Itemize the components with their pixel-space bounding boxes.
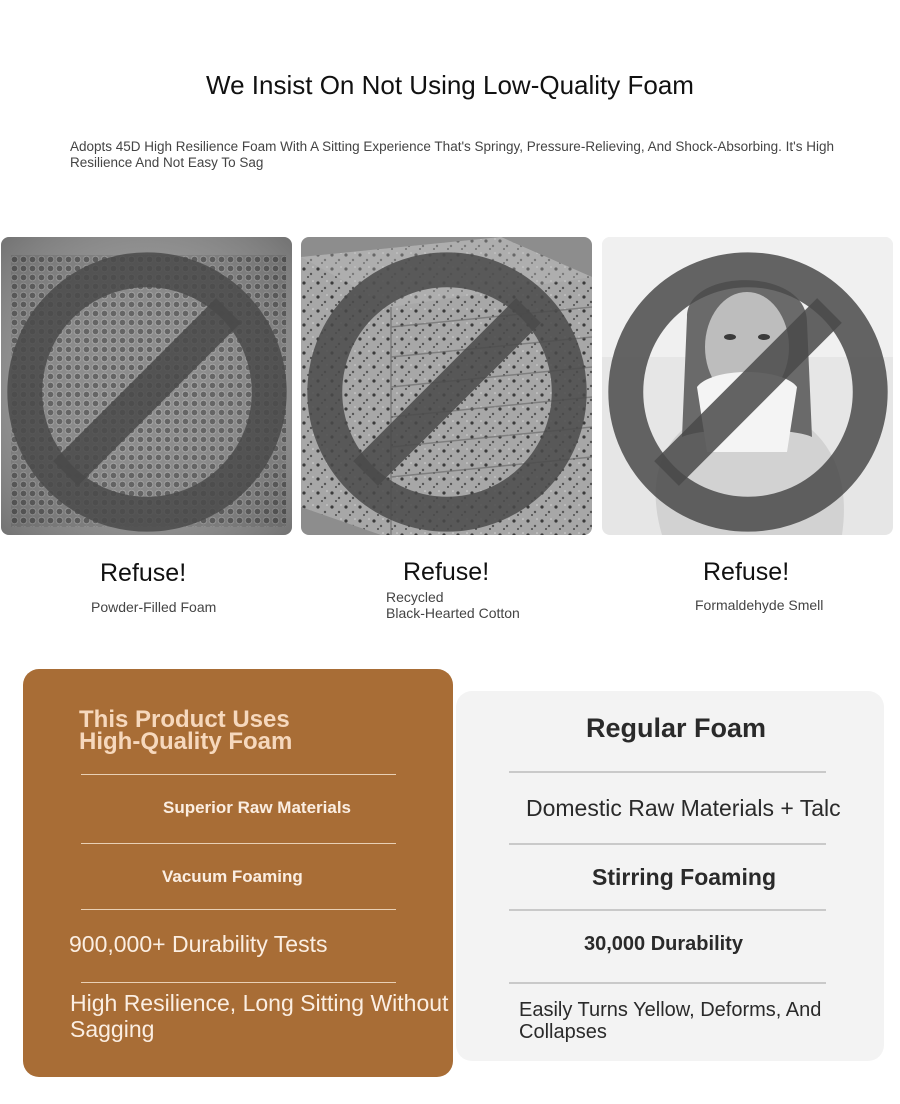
product-card-title-line: High-Quality Foam [79, 728, 293, 755]
product-foam-card [23, 669, 453, 1077]
recycled-cotton-photo [301, 237, 592, 535]
product-feature: Superior Raw Materials [163, 798, 352, 817]
regular-feature: Domestic Raw Materials + Talc [526, 795, 841, 821]
divider [509, 982, 826, 984]
section-title: We Insist On Not Using Low-Quality Foam [206, 70, 694, 100]
refuse-heading: Refuse! [100, 559, 187, 587]
divider [81, 843, 396, 844]
prohibited-icon [602, 243, 893, 535]
regular-foam-card [456, 691, 884, 1061]
refuse-caption: Powder-Filled Foam [91, 599, 217, 615]
product-feature: Vacuum Foaming [162, 867, 303, 886]
regular-card-title: Regular Foam [585, 713, 767, 743]
refuse-heading: Refuse! [703, 558, 790, 586]
divider [509, 909, 826, 911]
regular-feature: 30,000 Durability [584, 933, 743, 955]
divider [81, 982, 396, 983]
divider [509, 843, 826, 845]
divider [81, 774, 396, 775]
product-card-title [79, 706, 293, 755]
refuse-caption-line: Black-Hearted Cotton [386, 605, 520, 621]
prohibited-icon [301, 243, 592, 535]
product-feature: High Resilience, Long Sitting Without Sagging [70, 990, 449, 1042]
prohibited-icon [1, 243, 292, 535]
product-card-title-line: This Product Uses [79, 706, 290, 733]
refuse-caption [386, 589, 520, 621]
refuse-caption: Formaldehyde Smell [695, 597, 824, 613]
regular-feature: Easily Turns Yellow, Deforms, And Collapses [519, 999, 822, 1043]
regular-feature: Stirring Foaming [592, 864, 776, 890]
divider [509, 771, 826, 773]
divider [81, 909, 396, 910]
refuse-heading: Refuse! [403, 558, 490, 586]
section-description: Adopts 45D High Resilience Foam With A Sitting Experience That's Springy, Pressure-Relieving, And Shock-Absorbing. It's High Resilience And Not Easy To Sag [70, 139, 835, 170]
powder-foam-photo [1, 237, 292, 535]
formaldehyde-smell-photo [602, 237, 893, 535]
refuse-caption-line: Recycled [386, 589, 444, 605]
product-feature: 900,000+ Durability Tests [69, 931, 328, 957]
